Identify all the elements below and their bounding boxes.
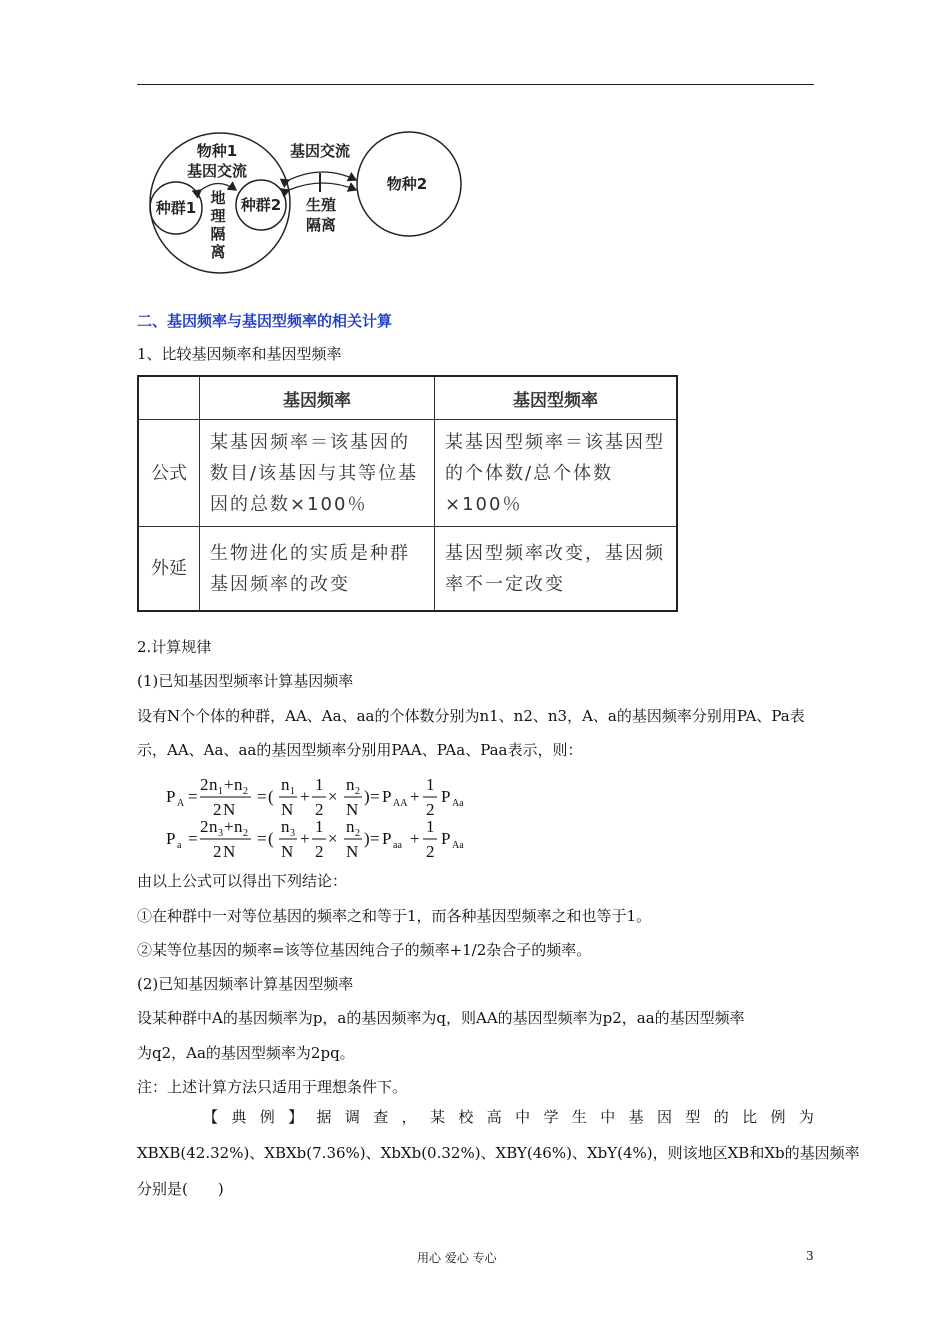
species1-gene-flow-label: 基因交流	[186, 162, 248, 180]
example-char: 例	[770, 1108, 786, 1126]
svg-text:=: =	[257, 787, 267, 806]
svg-text:n: n	[281, 775, 290, 794]
svg-text:=: =	[257, 829, 267, 848]
table-row-label: 公式	[138, 420, 200, 527]
svg-text:=: =	[370, 787, 380, 806]
svg-text:N: N	[281, 842, 294, 861]
svg-text:n: n	[209, 775, 218, 794]
species1-label: 物种1	[196, 142, 238, 160]
svg-text:aa: aa	[393, 840, 402, 851]
svg-text:n: n	[234, 817, 243, 836]
svg-text:N: N	[346, 800, 359, 819]
svg-text:+: +	[224, 775, 234, 794]
svg-text:P: P	[166, 829, 176, 848]
svg-text:P: P	[441, 787, 451, 806]
table-cell: 基因型频率改变，基因频率不一定改变	[435, 527, 678, 612]
svg-text:+: +	[300, 829, 310, 848]
svg-text:1: 1	[426, 775, 435, 794]
svg-text:2: 2	[243, 828, 248, 839]
example-char: 高	[486, 1108, 502, 1126]
population1-label: 种群1	[155, 199, 197, 217]
paragraph-line: 由以上公式可以得出下列结论：	[137, 872, 348, 890]
conclusion-item: ②某等位基因的频率=该等位基因纯合子的频率+1/2杂合子的频率。	[137, 941, 592, 959]
svg-text:a: a	[177, 840, 182, 851]
example-char: 】	[288, 1108, 304, 1126]
svg-text:1: 1	[290, 786, 295, 797]
svg-text:Aa: Aa	[452, 798, 464, 809]
svg-text:2: 2	[315, 842, 324, 861]
svg-text:+: +	[410, 829, 420, 848]
svg-text:P: P	[441, 829, 451, 848]
example-char: 基	[628, 1108, 644, 1126]
svg-text:3: 3	[218, 828, 223, 839]
table-header-cell: 基因型频率	[435, 376, 678, 420]
paragraph-line: 设某种群中A的基因频率为p，a的基因频率为q，则AA的基因型频率为p2，aa的基因型频率	[137, 1009, 745, 1027]
population2-label: 种群2	[240, 196, 282, 214]
example-line: XBXB(42.32%)、XBXb(7.36%)、XbXb(0.32%)、XBY(46%)、XbY(4%)，则该地区XB和Xb的基因频率	[137, 1144, 860, 1162]
svg-text:×: ×	[328, 787, 338, 806]
svg-text:A: A	[177, 798, 185, 809]
conclusion-item: ①在种群中一对等位基因的频率之和等于1，而各种基因型频率之和也等于1。	[137, 907, 652, 925]
svg-text:2: 2	[426, 800, 435, 819]
example-char: 为	[798, 1108, 814, 1126]
example-line	[137, 1106, 814, 1130]
svg-text:Aa: Aa	[452, 840, 464, 851]
example-char: 典	[231, 1108, 247, 1126]
table-row	[138, 527, 677, 612]
svg-text:=: =	[188, 829, 198, 848]
svg-text:n: n	[346, 775, 355, 794]
svg-text:P: P	[382, 829, 392, 848]
svg-text:2: 2	[426, 842, 435, 861]
svg-text:=: =	[188, 787, 198, 806]
example-char: 型	[685, 1108, 701, 1126]
svg-text:1: 1	[218, 786, 223, 797]
svg-text:(: (	[268, 829, 274, 848]
table-cell: 生物进化的实质是种群基因频率的改变	[200, 527, 435, 612]
svg-text:N: N	[346, 842, 359, 861]
table-header-cell	[138, 376, 200, 420]
table-header-row	[138, 376, 677, 420]
example-line: 分别是( )	[137, 1180, 224, 1198]
example-char: 查	[373, 1108, 389, 1126]
svg-text:N: N	[223, 842, 236, 861]
species2-label: 物种2	[386, 175, 428, 193]
svg-text:×: ×	[328, 829, 338, 848]
svg-text:2: 2	[355, 786, 360, 797]
svg-text:n: n	[234, 775, 243, 794]
example-char: 中	[600, 1108, 616, 1126]
speciation-diagram	[137, 118, 477, 278]
example-char: 比	[742, 1108, 758, 1126]
formula-pa-recessive	[160, 812, 480, 866]
subsection-title: (1)已知基因型频率计算基因频率	[137, 672, 354, 690]
svg-text:=: =	[370, 829, 380, 848]
paragraph-line: 设有N个个体的种群，AA、Aa、aa的个体数分别为n1、n2、n3，A、a的基因频率分别用PA、Pa表	[137, 707, 805, 725]
subsection-title: 1、比较基因频率和基因型频率	[137, 345, 342, 363]
example-char: 某	[430, 1108, 446, 1126]
example-char: 调	[344, 1108, 360, 1126]
subsection-title: 2.计算规律	[137, 638, 212, 656]
svg-text:P: P	[166, 787, 176, 806]
svg-text:N: N	[281, 800, 294, 819]
svg-text:N: N	[223, 800, 236, 819]
repro-isolation-label: 生殖	[305, 196, 337, 214]
example-char: 据	[316, 1108, 332, 1126]
repro-isolation-arrow	[289, 183, 356, 190]
subsection-title: (2)已知基因频率计算基因型频率	[137, 975, 354, 993]
svg-text:2: 2	[200, 817, 209, 836]
svg-text:): )	[364, 787, 370, 806]
table-cell: 某基因频率＝该基因的数目/该基因与其等位基因的总数×100％	[200, 420, 435, 527]
svg-text:2: 2	[200, 775, 209, 794]
example-char: 例	[259, 1108, 275, 1126]
species-gene-flow-arrow	[289, 172, 356, 180]
section-heading: 二、基因频率与基因型频率的相关计算	[137, 312, 393, 330]
svg-text:2: 2	[315, 800, 324, 819]
repro-isolation-label: 隔离	[305, 216, 337, 234]
svg-text:2: 2	[213, 842, 222, 861]
svg-text:2: 2	[355, 828, 360, 839]
svg-text:2: 2	[243, 786, 248, 797]
example-char: 中	[515, 1108, 531, 1126]
example-char: 学	[543, 1108, 559, 1126]
svg-text:1: 1	[426, 817, 435, 836]
geo-isolation-char: 离	[210, 243, 226, 261]
example-char: 因	[657, 1108, 673, 1126]
svg-text:1: 1	[315, 775, 324, 794]
svg-text:+: +	[300, 787, 310, 806]
svg-text:): )	[364, 829, 370, 848]
svg-text:1: 1	[315, 817, 324, 836]
table-header-cell: 基因频率	[200, 376, 435, 420]
example-char: 【	[203, 1108, 219, 1126]
example-char: 生	[571, 1108, 587, 1126]
geo-isolation-char: 地	[210, 189, 226, 207]
header-rule	[137, 84, 814, 85]
svg-text:(: (	[268, 787, 274, 806]
svg-text:3: 3	[290, 828, 295, 839]
geo-isolation-char: 理	[210, 207, 226, 225]
comparison-table	[137, 375, 678, 612]
table-cell: 某基因型频率＝该基因型的个体数/总个体数×100％	[435, 420, 678, 527]
svg-text:+: +	[410, 787, 420, 806]
page-number: 3	[806, 1249, 814, 1263]
svg-text:+: +	[224, 817, 234, 836]
note: 注：上述计算方法只适用于理想条件下。	[137, 1078, 408, 1096]
paragraph-line: 示，AA、Aa、aa的基因型频率分别用PAA、PAa、Paa表示，则：	[137, 741, 583, 759]
svg-text:n: n	[346, 817, 355, 836]
paragraph-line: 为q2，Aa的基因型频率为2pq。	[137, 1044, 355, 1062]
page-footer: 用心 爱心 专心	[417, 1251, 497, 1265]
svg-text:n: n	[281, 817, 290, 836]
table-row	[138, 420, 677, 527]
gene-flow-label: 基因交流	[289, 142, 351, 160]
svg-text:AA: AA	[393, 798, 408, 809]
example-char: 校	[458, 1108, 474, 1126]
svg-text:n: n	[209, 817, 218, 836]
table-row-label: 外延	[138, 527, 200, 612]
geo-isolation-char: 隔	[210, 225, 226, 243]
svg-text:P: P	[382, 787, 392, 806]
example-question	[137, 1106, 860, 1202]
svg-text:2: 2	[213, 800, 222, 819]
example-char: 的	[713, 1108, 729, 1126]
example-char: ，	[401, 1108, 417, 1126]
